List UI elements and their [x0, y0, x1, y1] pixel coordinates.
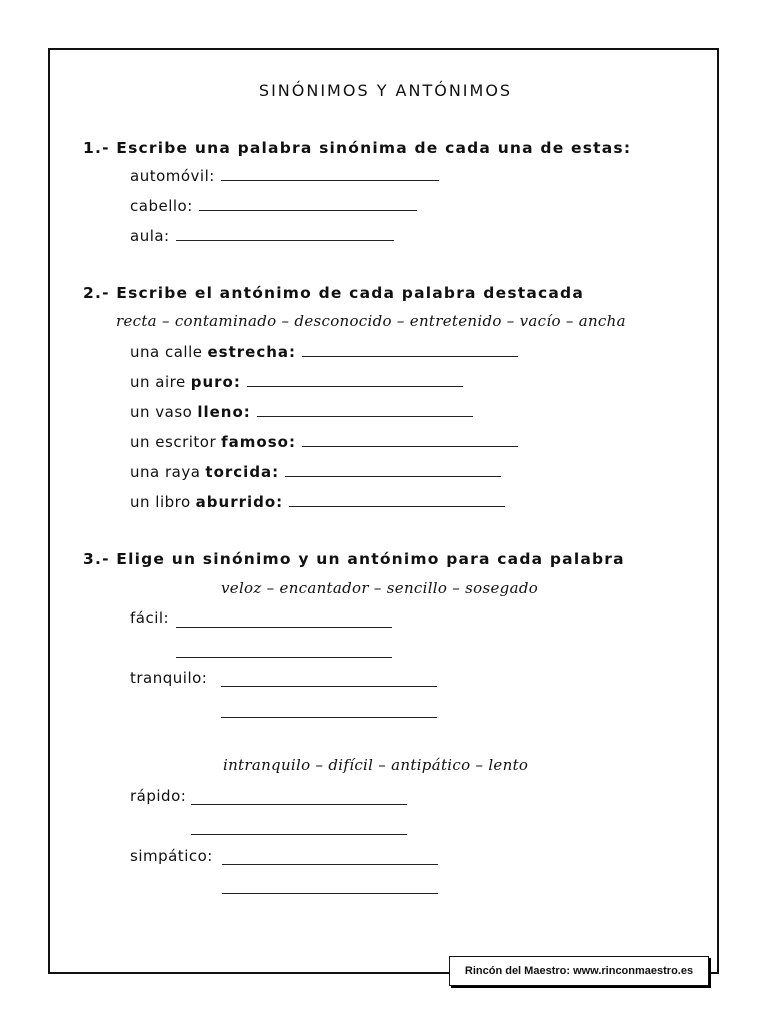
- page-title: SINÓNIMOS Y ANTÓNIMOS: [258, 81, 513, 100]
- highlighted-word: aburrido:: [195, 493, 284, 511]
- answer-line[interactable]: [199, 210, 417, 211]
- highlighted-word: estrecha:: [207, 343, 297, 361]
- section2-options: recta – contaminado – desconocido – entretenido – vacío – ancha: [116, 312, 626, 330]
- section2-item: [130, 403, 473, 421]
- item-label: rápido:: [130, 787, 187, 805]
- answer-line[interactable]: [222, 864, 438, 865]
- section3-heading: 3.- Elige un sinónimo y un antónimo para cada palabra: [83, 550, 625, 568]
- item-prefix: una calle: [130, 343, 203, 361]
- section3-options-a: veloz – encantador – sencillo – sosegado: [221, 579, 539, 597]
- section1-item: [130, 197, 417, 215]
- answer-line[interactable]: [176, 627, 392, 628]
- section3-item: [130, 669, 207, 687]
- answer-line[interactable]: [191, 804, 407, 805]
- answer-line[interactable]: [221, 180, 439, 181]
- section1-item: [130, 167, 439, 185]
- answer-line[interactable]: [302, 356, 518, 357]
- answer-line[interactable]: [302, 446, 518, 447]
- answer-line[interactable]: [176, 657, 392, 658]
- item-prefix: un escritor: [130, 433, 217, 451]
- section2-item: [130, 493, 505, 511]
- item-label: fácil:: [130, 609, 170, 627]
- section3-options-b: intranquilo – difícil – antipático – lento: [223, 756, 529, 774]
- section3-item: [130, 787, 186, 805]
- answer-line[interactable]: [191, 834, 407, 835]
- section2-heading: 2.- Escribe el antónimo de cada palabra destacada: [83, 284, 585, 302]
- highlighted-word: torcida:: [205, 463, 280, 481]
- section2-item: [130, 433, 518, 451]
- section2-item: [130, 373, 463, 391]
- item-prefix: un vaso: [130, 403, 193, 421]
- item-label: aula:: [130, 227, 170, 245]
- item-label: cabello:: [130, 197, 193, 215]
- section1-heading: 1.- Escribe una palabra sinónima de cada una de estas:: [83, 139, 632, 157]
- section3-item: [130, 609, 169, 627]
- answer-line[interactable]: [285, 476, 501, 477]
- section3-item: [130, 847, 213, 865]
- section2-item: [130, 343, 518, 361]
- answer-line[interactable]: [221, 717, 437, 718]
- item-prefix: un libro: [130, 493, 191, 511]
- item-prefix: un aire: [130, 373, 186, 391]
- section2-item: [130, 463, 501, 481]
- highlighted-word: famoso:: [221, 433, 296, 451]
- answer-line[interactable]: [289, 506, 505, 507]
- highlighted-word: lleno:: [197, 403, 251, 421]
- answer-line[interactable]: [222, 893, 438, 894]
- answer-line[interactable]: [257, 416, 473, 417]
- item-label: automóvil:: [130, 167, 215, 185]
- highlighted-word: puro:: [190, 373, 241, 391]
- section1-item: [130, 227, 394, 245]
- worksheet-frame: [48, 48, 719, 974]
- answer-line[interactable]: [247, 386, 463, 387]
- answer-line[interactable]: [176, 240, 394, 241]
- answer-line[interactable]: [221, 686, 437, 687]
- item-label: tranquilo:: [130, 669, 208, 687]
- footer-credit: Rincón del Maestro: www.rinconmaestro.es: [449, 956, 709, 986]
- item-label: simpático:: [130, 847, 213, 865]
- item-prefix: una raya: [130, 463, 201, 481]
